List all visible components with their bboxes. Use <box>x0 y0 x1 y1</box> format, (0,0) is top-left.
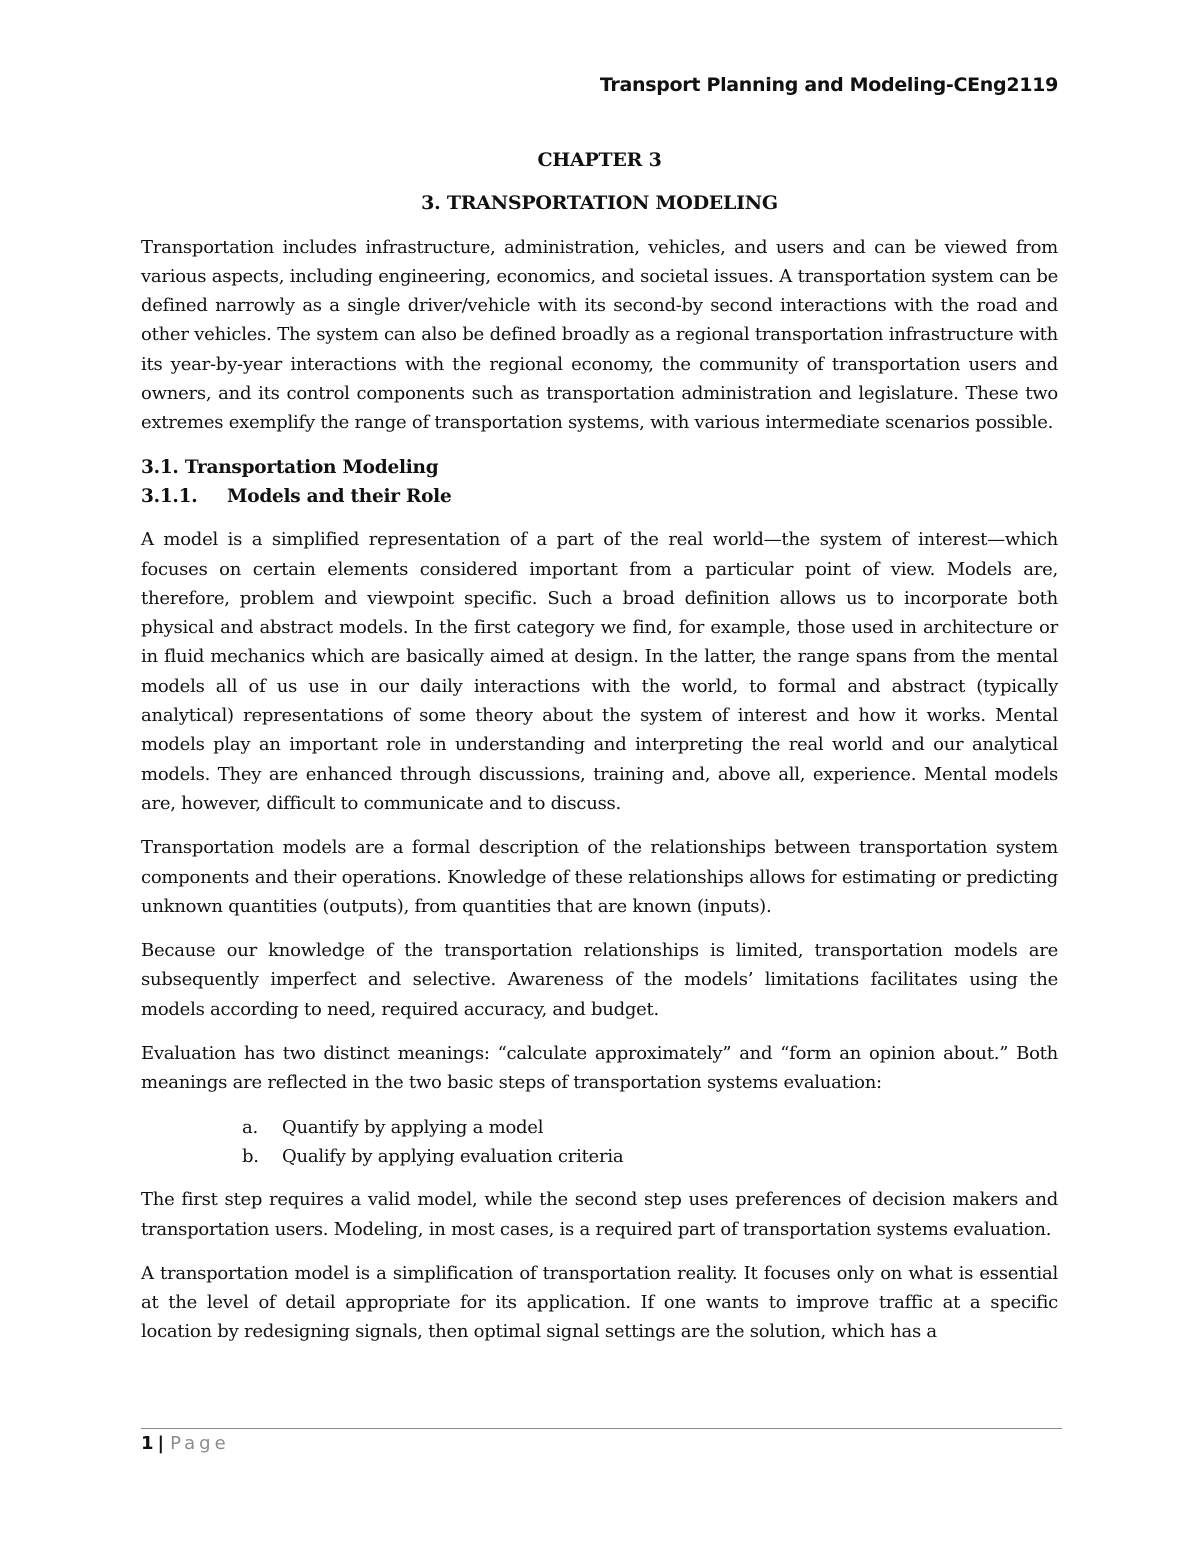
running-header: Transport Planning and Modeling-CEng2119 <box>599 74 1058 96</box>
subsection-number: 3.1.1. <box>141 485 198 507</box>
page-footer <box>141 1433 230 1454</box>
section-heading: 3.1. Transportation Modeling <box>141 456 439 478</box>
list-marker: a. <box>242 1116 258 1138</box>
evaluation-steps-list <box>141 1113 1058 1172</box>
intro-paragraph: Transportation includes infrastructure, administration, vehicles, and users and can be viewed from various aspects, including engineering, economics, and societal issues. A transportation system can be defined narrowly as a single driver/vehicle with its second-by second interactions with the road and other vehicles. The system can also be defined broadly as a regional transportation infrastructure with its year-by-year interactions with the regional economy, the community of transportation users and owners, and its control components such as transportation administration and legislature. These two extremes exemplify the range of transportation systems, with various intermediate scenarios possible. <box>141 236 1058 434</box>
chapter-label: CHAPTER 3 <box>537 149 662 171</box>
paragraph: A transportation model is a simplification of transportation reality. It focuses only on what is essential at the level of detail appropriate for its application. If one wants to improve traffic at a specific location by redesigning signals, then optimal signal settings are the solution, which has a <box>141 1262 1058 1343</box>
footer-divider <box>141 1428 1062 1429</box>
paragraph: Transportation models are a formal description of the relationships between transportation system components and their operations. Knowledge of these relationships allows for estimating or predicting unknown quantities (outputs), from quantities that are known (inputs). <box>141 837 1058 917</box>
list-item <box>242 1113 1058 1142</box>
paragraph: Because our knowledge of the transportation relationships is limited, transportation models are subsequently imperfect and selective. Awareness of the models’ limitations facilitates using the models according to need, required accuracy, and budget. <box>141 940 1058 1020</box>
list-item <box>242 1142 1058 1171</box>
chapter-title: 3. TRANSPORTATION MODELING <box>421 192 778 215</box>
page-word: Page <box>170 1433 230 1454</box>
list-marker: b. <box>242 1145 259 1167</box>
subsection-heading <box>141 482 1058 511</box>
subsection-title: Models and their Role <box>227 485 452 507</box>
page-number: 1 <box>141 1433 154 1454</box>
paragraph: A model is a simplified representation of a part of the real world—the system of interest—which focuses on certain elements considered important from a particular point of view. Models are, therefore, problem and viewpoint specific. Such a broad definition allows us to incorporate both physical and abstract models. In the first category we find, for example, those used in architecture or in fluid mechanics which are basically aimed at design. In the latter, the range spans from the mental models all of us use in our daily interactions with the world, to formal and abstract (typically analytical) representations of some theory about the system of interest and how it works. Mental models play an important role in understanding and interpreting the real world and our analytical models. They are enhanced through discussions, training and, above all, experience. Mental models are, however, difficult to communicate and to discuss. <box>141 529 1058 814</box>
paragraph: The first step requires a valid model, while the second step uses preferences of decision makers and transportation users. Modeling, in most cases, is a required part of transportation systems evaluation. <box>141 1189 1058 1240</box>
page-content <box>141 146 1058 1362</box>
list-item-text: Qualify by applying evaluation criteria <box>282 1145 624 1167</box>
footer-separator: | <box>157 1433 165 1454</box>
paragraph: Evaluation has two distinct meanings: “calculate approximately” and “form an opinion about.” Both meanings are reflected in the two basic steps of transportation systems evaluation: <box>141 1043 1058 1094</box>
list-item-text: Quantify by applying a model <box>282 1116 544 1138</box>
